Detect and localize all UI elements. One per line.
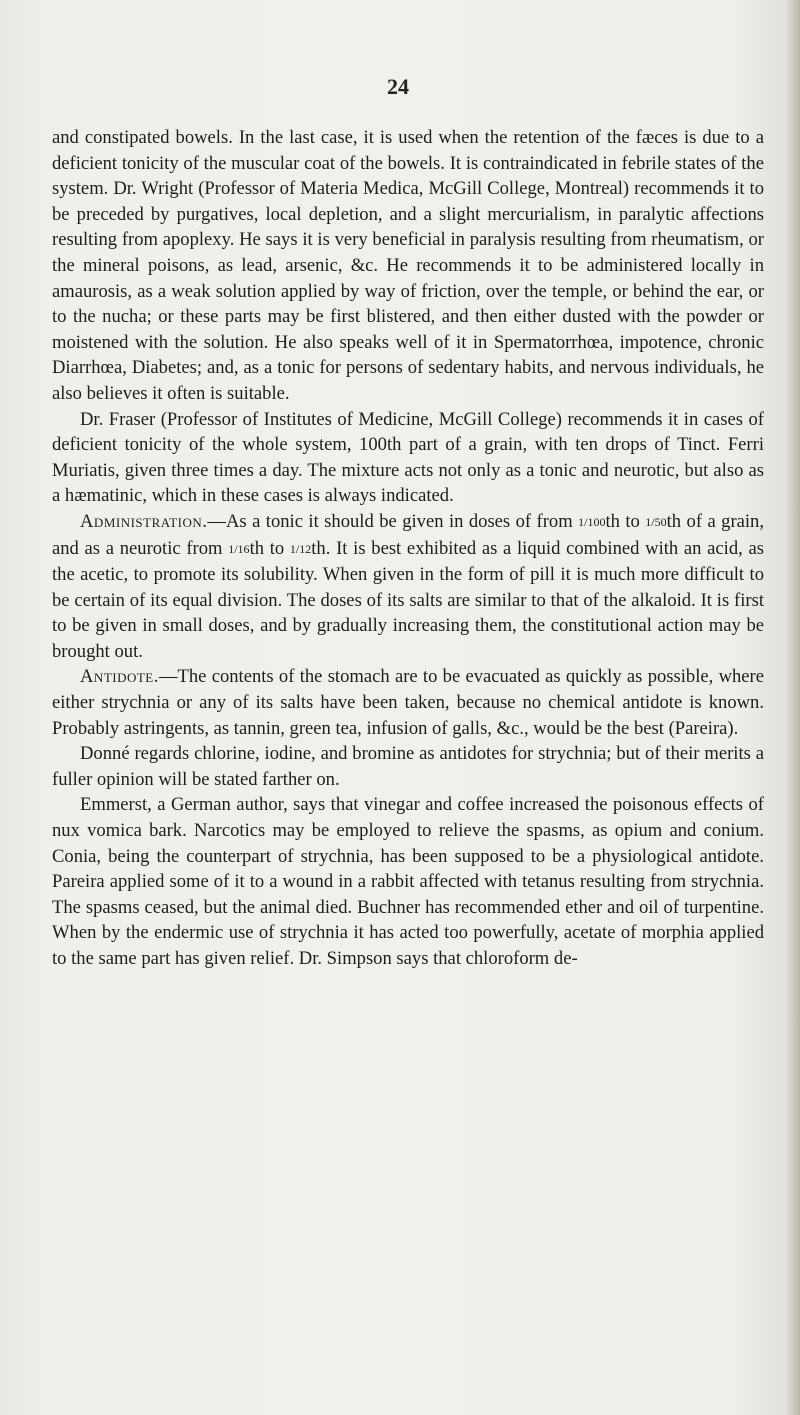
antidote-text: —The contents of the stomach are to be evacuated as quickly as possible, where either strychnia or any of its salts have been taken, because no chemical antidote is known. Probably astringents, as tannin, green tea, infusion of galls, &c., would be the best (Pareira). bbox=[52, 666, 764, 739]
administration-text-2: th to bbox=[605, 510, 646, 532]
dose-fraction-1: 1/100 bbox=[578, 514, 606, 529]
administration-text-3: th of a grain, and as a neurotic from bbox=[52, 510, 764, 559]
paragraph-antidote bbox=[52, 664, 764, 741]
paragraph-emmerst: Emmerst, a German author, says that vinegar and coffee increased the poisonous effects of nux vomica bark. Narcotics may be employed to relieve the spasms, as opium and conium. Conia, being the counterpart of strychnia, has been supposed to be a physiological antidote. Pareira applied some of it to a wound in a rabbit affected with tetanus resulting from strychnia. The spasms ceased, but the animal died. Buchner has recommended ether and oil of turpentine. When by the endermic use of strychnia it has acted too powerfully, acetate of morphia applied to the same part has given relief. Dr. Simpson says that chloroform de- bbox=[52, 794, 764, 969]
dose-fraction-4: 1/12 bbox=[289, 541, 312, 556]
paragraph-donne: Donné regards chlorine, iodine, and bromine as antidotes for strychnia; but of their merits a fuller opinion will be stated farther on. bbox=[52, 743, 764, 790]
administration-text-4: th to bbox=[249, 537, 290, 559]
page-number: 24 bbox=[387, 74, 409, 99]
page-edge-shadow bbox=[786, 0, 800, 1415]
dose-fraction-2: 1/50 bbox=[645, 514, 667, 529]
dose-fraction-3: 1/16 bbox=[228, 541, 250, 556]
paragraph-dr-fraser: Dr. Fraser (Professor of Institutes of Medicine, McGill College) recommends it in cases of deficient tonicity of the whole system, 100th part of a grain, with ten drops of Tinct. Ferri Muriatis, given three times a day. The mixture acts not only as a tonic and neurotic, but also as a hæmatinic, which in these cases is always indicated. bbox=[52, 408, 764, 507]
page-body-text bbox=[52, 125, 764, 972]
administration-text-1: —As a tonic it should be given in doses of from bbox=[207, 510, 579, 532]
section-heading-antidote: Antidote. bbox=[80, 666, 159, 688]
paragraph-strychnia-uses: and constipated bowels. In the last case, it is used when the retention of the fæces is due to a deficient tonicity of the muscular coat of the bowels. It is contraindicated in febrile states of the system. Dr. Wright (Professor of Materia Medica, McGill College, Montreal) recommends it to be preceded by purgatives, local depletion, and a slight mercurialism, in paralytic affections resulting from apoplexy. He says it is very beneficial in paralysis resulting from rheumatism, or the mineral poisons, as lead, arsenic, &c. He recommends it to be administered locally in amaurosis, as a weak solution applied by way of friction, over the temple, or behind the ear, or to the nucha; or these parts may be first blistered, and then either dusted with the powder or moistened with the solution. He also speaks well of it in Spermatorrhœa, impotence, chronic Diarrhœa, Diabetes; and, as a tonic for persons of sedentary habits, and nervous individuals, he also believes it often is suitable. bbox=[52, 127, 764, 404]
administration-text-5: th. It is best exhibited as a liquid combined with an acid, as the acetic, to promote its solubility. When given in the form of pill it is much more difficult to be certain of its equal division. The doses of its salts are similar to that of the alkaloid. It is first to be given in small doses, and by gradually increasing them, the constitutional action may be brought out. bbox=[52, 537, 764, 662]
section-heading-administration: Administration. bbox=[80, 510, 208, 532]
paragraph-administration bbox=[52, 509, 764, 665]
